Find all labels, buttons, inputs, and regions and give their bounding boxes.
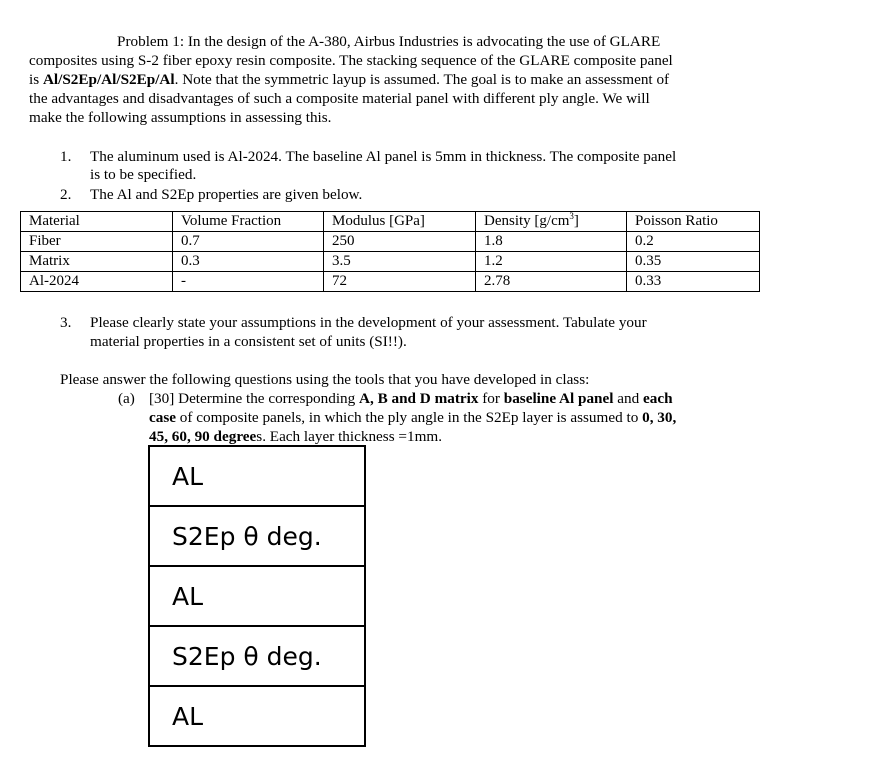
table-cell: Matrix [21,252,173,272]
table-cell: Al-2024 [21,272,173,292]
header-density-close: ] [573,213,579,229]
question-lead: Please answer the following questions using the tools that you have developed in class: [60,371,590,388]
q-text: for [478,390,504,407]
question-a-line-3 [149,427,442,446]
layer-s2ep-1 [148,505,366,567]
table-cell: 250 [324,232,476,252]
intro-line-5: make the following assumptions in assessing this. [29,109,332,126]
header-poisson-ratio: Poisson Ratio [627,212,760,232]
layer-label: S2Ep θ deg. [172,641,322,671]
layer-label: AL [172,581,204,611]
item-3-line-1: Please clearly state your assumptions in the development of your assessment. Tabulate your [90,314,647,331]
layer-label: AL [172,461,204,491]
intro-line-3 [29,70,669,89]
layer-label: S2Ep θ deg. [172,521,322,551]
header-density-text: Density [g/cm [484,213,570,229]
question-a-line-1 [149,389,673,408]
q-emph: case [149,409,176,426]
table-cell: 2.78 [476,272,627,292]
table-cell: 0.3 [173,252,324,272]
table-cell: 3.5 [324,252,476,272]
table-cell: 1.8 [476,232,627,252]
header-density [476,212,627,232]
q-emph: 45, 60, 90 degree [149,428,257,445]
layer-al-bottom [148,685,366,747]
intro-line-1: Problem 1: In the design of the A-380, Airbus Industries is advocating the use of GLARE [117,33,661,50]
table-cell: 0.2 [627,232,760,252]
item-2-line-1: The Al and S2Ep properties are given below. [90,186,363,203]
header-modulus: Modulus [GPa] [324,212,476,232]
layer-al-top [148,445,366,507]
table-cell: Fiber [21,232,173,252]
header-material: Material [21,212,173,232]
question-a-line-2 [149,408,676,427]
item-1-number: 1. [60,148,72,165]
q-text: [30] Determine the corresponding [149,390,360,407]
table-row [21,272,760,292]
intro-line-2: composites using S-2 fiber epoxy resin composite. The stacking sequence of the GLARE composite panel [29,52,673,69]
layup-diagram [148,445,370,747]
intro-line-3-suffix: . Note that the symmetric layup is assumed. The goal is to make an assessment of [174,71,670,88]
header-volume-fraction: Volume Fraction [173,212,324,232]
intro-line-3-prefix: is [29,71,43,88]
layer-al-middle [148,565,366,627]
item-2-number: 2. [60,186,72,203]
table-cell: 1.2 [476,252,627,272]
q-text: s. Each layer thickness =1mm. [256,428,442,445]
item-3-number: 3. [60,314,72,331]
q-emph: 0, 30, [642,409,677,426]
table-header-row [21,212,760,232]
q-text: of composite panels, in which the ply angle in the S2Ep layer is assumed to [176,409,643,426]
header-density-exponent: 3 [569,211,574,221]
q-emph: baseline Al panel [503,390,614,407]
item-3-line-2: material properties in a consistent set of units (SI!!). [90,333,407,350]
item-1-line-1: The aluminum used is Al-2024. The baseline Al panel is 5mm in thickness. The composite panel [90,148,677,165]
table-cell: - [173,272,324,292]
table-row [21,232,760,252]
q-emph: A, B and D matrix [359,390,479,407]
q-emph: each [643,390,673,407]
intro-line-4: the advantages and disadvantages of such a composite material panel with different ply angle. We will [29,90,650,107]
q-text: and [613,390,643,407]
layer-label: AL [172,701,204,731]
table-cell: 0.33 [627,272,760,292]
question-a-label: (a) [118,390,135,407]
item-1-line-2: is to be specified. [90,166,197,183]
table-cell: 0.35 [627,252,760,272]
stacking-sequence: Al/S2Ep/Al/S2Ep/Al [42,71,175,88]
table-cell: 0.7 [173,232,324,252]
table-cell: 72 [324,272,476,292]
table-row [21,252,760,272]
properties-table [20,211,760,292]
layer-s2ep-2 [148,625,366,687]
